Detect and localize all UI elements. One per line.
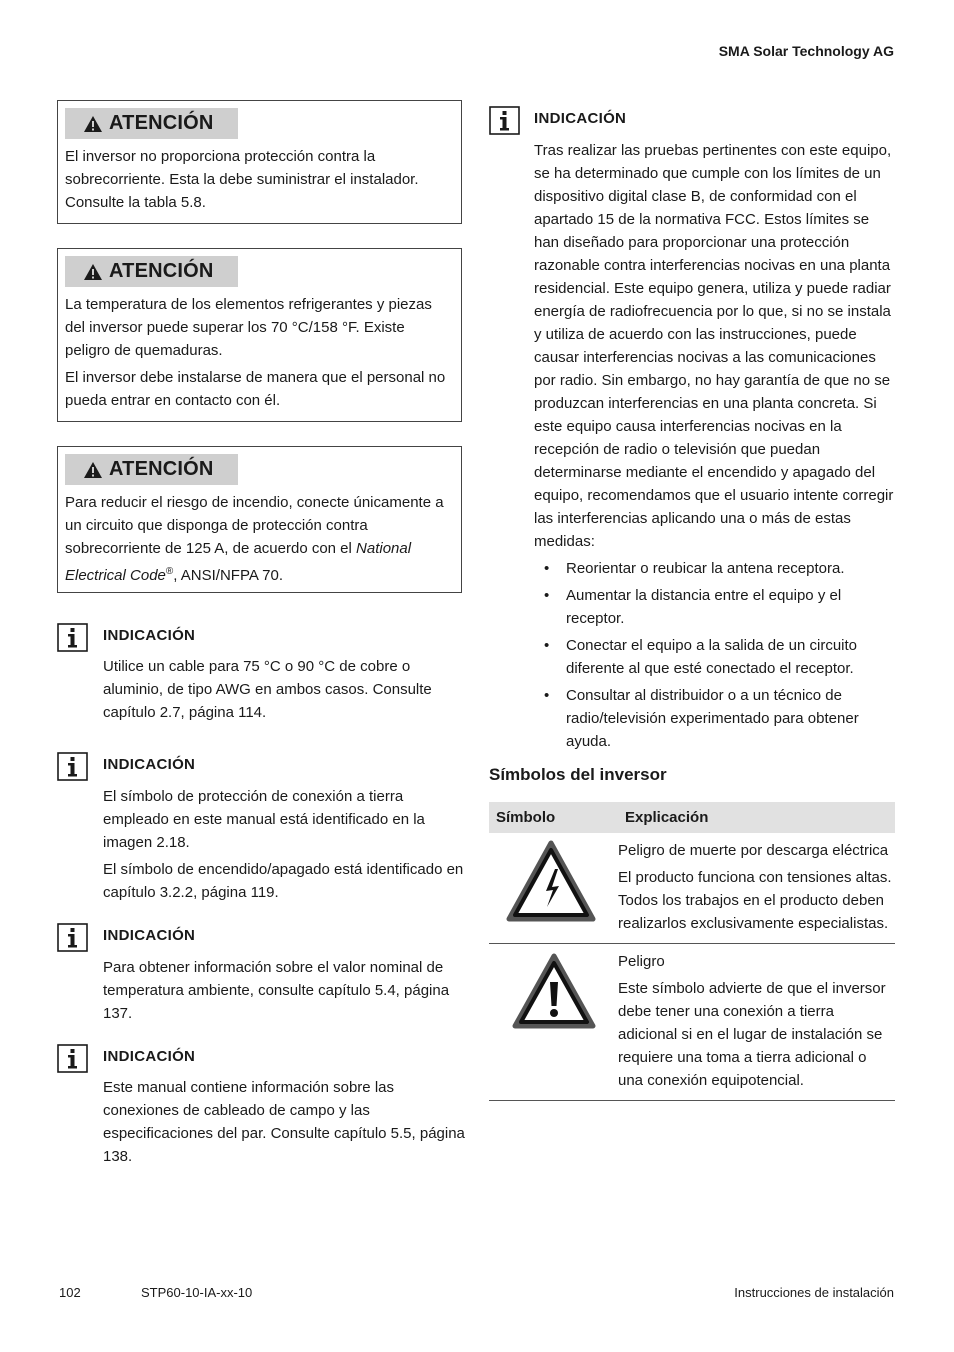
warning-paragraph: La temperatura de los elementos refrigerantes y piezas del inversor puede superar los 70 °C/158 °F. Existe peligro de quemaduras. — [65, 296, 432, 359]
explanation-title: Peligro — [618, 953, 665, 970]
general-danger-warning-icon — [489, 950, 618, 1040]
info-icon — [57, 923, 88, 952]
note-fcc — [489, 106, 899, 756]
note-text — [103, 785, 465, 908]
note-temperature — [57, 923, 467, 1033]
warning-header — [65, 256, 238, 287]
warning-label: ATENCIÓN — [109, 458, 214, 480]
warning-text — [65, 293, 453, 412]
note-text — [103, 655, 465, 728]
note-label: INDICACIÓN — [103, 927, 196, 944]
explanation-text: Este símbolo advierte de que el inversor debe tener una conexión a tierra adicional si en el lugar de instalación se requiere una toma a tierra adicional o una conexión equipotencial. — [618, 980, 886, 1089]
explanation-cell — [618, 944, 895, 1101]
list-item: • Conectar el equipo a la salida de un circuito diferente al que esté conectado el receptor. — [534, 634, 896, 680]
warning-triangle-icon — [83, 115, 103, 133]
warning-paragraph: El inversor no proporciona protección contra la sobrecorriente. Esta la debe suministrar el instalador. Consulte la tabla 5.8. — [65, 148, 419, 211]
note-text — [103, 1076, 465, 1172]
warning-box-overcurrent — [57, 100, 462, 224]
info-icon — [57, 623, 88, 652]
symbols-table — [489, 802, 895, 1101]
note-cable — [57, 623, 467, 733]
warning-text-italic: National Electrical Code — [65, 540, 412, 584]
section-title: Símbolos del inversor — [489, 765, 667, 784]
info-icon — [57, 1044, 88, 1073]
explanation-title: Peligro de muerte por descarga eléctrica — [618, 842, 889, 859]
warning-header — [65, 454, 238, 485]
info-icon — [57, 752, 88, 781]
symbol-cell — [489, 833, 618, 944]
note-label: INDICACIÓN — [103, 1048, 196, 1065]
note-paragraph: Para obtener información sobre el valor nominal de temperatura ambiente, consulte capítulo 5.4, página 137. — [103, 959, 450, 1022]
registered-mark: ® — [165, 566, 174, 577]
note-paragraph: Tras realizar las pruebas pertinentes con este equipo, se ha determinado que cumple con los límites de un dispositivo digital clase B, de conformidad con el apartado 15 de la normativa FCC. Estos límites se han diseñado para proporcionar una protección razonable contra interferencias nocivas en una planta residencial. Este equipo genera, utiliza y puede radiar energía de radiofrecuencia por lo que, si no se instala y utiliza de acuerdo con las instrucciones, puede causar interferencias nocivas a las comunicaciones por radio. Sin embargo, no hay garantía de que no se produzcan interferencias en una planta concreta. Si este equipo causa interferencias nocivas en la recepción de radio o televisión que puedan determinarse mediante el encendido y apagado del equipo, recomendamos que el usuario intente corregir las interferencias aplicando una o más de estas medidas: — [534, 142, 894, 550]
note-label: INDICACIÓN — [103, 756, 196, 773]
note-ground-symbol — [57, 752, 467, 912]
warning-box-fire — [57, 446, 462, 593]
warning-text-end: , ANSI/NFPA 70. — [173, 567, 284, 584]
page-number: 102 — [59, 1285, 81, 1300]
note-paragraph: Este manual contiene información sobre las conexiones de cableado de campo y las especificaciones del par. Consulte capítulo 5.5, página 138. — [103, 1079, 465, 1165]
warning-label: ATENCIÓN — [109, 112, 214, 134]
note-text — [534, 139, 896, 757]
warning-text — [65, 491, 453, 587]
list-item: • Reorientar o reubicar la antena receptora. — [534, 557, 896, 580]
note-text — [103, 956, 465, 1029]
document-type: Instrucciones de instalación — [734, 1285, 894, 1300]
company-name: SMA Solar Technology AG — [718, 43, 894, 59]
note-label: INDICACIÓN — [534, 110, 627, 127]
list-item: • Consultar al distribuidor o a un técnico de radio/televisión experimentado para obtener ayuda. — [534, 684, 896, 753]
warning-paragraph: El inversor debe instalarse de manera que el personal no pueda entrar en contacto con él. — [65, 369, 446, 409]
note-wiring — [57, 1044, 467, 1174]
explanation-cell — [618, 833, 895, 944]
symbol-cell — [489, 944, 618, 1101]
document-id: STP60-10-IA-xx-10 — [141, 1285, 253, 1300]
column-header-explanation: Explicación — [618, 802, 895, 833]
info-icon — [489, 106, 520, 135]
note-paragraph: El símbolo de encendido/apagado está identificado en capítulo 3.2.2, página 119. — [103, 861, 464, 901]
table-row — [489, 833, 895, 944]
table-header-row — [489, 802, 895, 833]
warning-text — [65, 145, 453, 214]
warning-triangle-icon — [83, 461, 103, 479]
electric-shock-warning-icon — [489, 839, 618, 929]
warning-header — [65, 108, 238, 139]
explanation-text: El producto funciona con tensiones altas. Todos los trabajos en el producto deben realizarlos exclusivamente especialistas. — [618, 869, 892, 932]
warning-text-start: Para reducir el riesgo de incendio, conecte únicamente a un circuito que disponga de protección contra sobrecorriente de 125 A, de acuerdo con el — [65, 494, 444, 557]
warning-box-temperature — [57, 248, 462, 422]
note-label: INDICACIÓN — [103, 627, 196, 644]
warning-triangle-icon — [83, 263, 103, 281]
table-row — [489, 944, 895, 1101]
measures-list — [534, 557, 896, 753]
note-paragraph: Utilice un cable para 75 °C o 90 °C de cobre o aluminio, de tipo AWG en ambos casos. Consulte capítulo 2.7, página 114. — [103, 658, 432, 721]
warning-label: ATENCIÓN — [109, 260, 214, 282]
note-paragraph: El símbolo de protección de conexión a tierra empleado en este manual está identificado en la imagen 2.18. — [103, 788, 425, 851]
column-header-symbol: Símbolo — [489, 802, 618, 833]
warning-paragraph — [65, 491, 453, 587]
list-item: • Aumentar la distancia entre el equipo y el receptor. — [534, 584, 896, 630]
